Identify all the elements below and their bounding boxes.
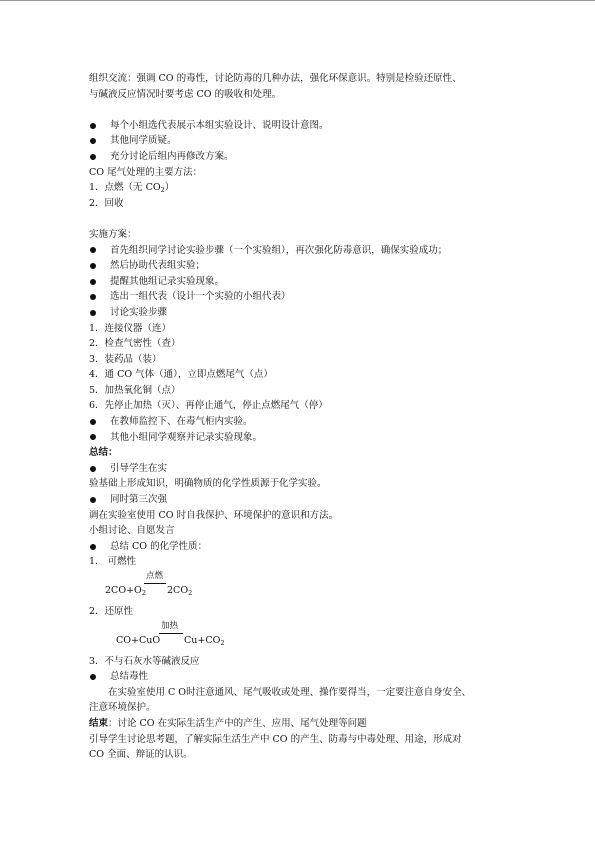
ending-heading bbox=[89, 716, 519, 732]
bullet-icon bbox=[90, 247, 96, 253]
spacer bbox=[89, 102, 519, 118]
list-item bbox=[89, 133, 519, 149]
list-item bbox=[89, 149, 519, 165]
list-item bbox=[89, 492, 519, 508]
ending-line-3: CO 全面、辩证的认识。 bbox=[89, 749, 193, 761]
tail-gas-item-1-text: 1．点燃（无 CO bbox=[89, 182, 161, 194]
list-item-text: 其他小组同学观察并记录实验现象。 bbox=[110, 431, 263, 443]
bullet-icon bbox=[90, 263, 96, 269]
summary-line-3: 小组讨论、自愿发言 bbox=[89, 525, 175, 537]
toxicity-paragraph-line-1: 在实验室使用 C O时注意通风、尾气吸收或处理、操作要得当，一定要注意自身安全、 bbox=[108, 686, 472, 698]
list-item-text: 其他同学质疑。 bbox=[110, 135, 177, 147]
equation-condition: 点燃 bbox=[146, 571, 164, 581]
summary-title: 总结： bbox=[89, 447, 118, 459]
property-3: 3．不与石灰水等碱液反应 bbox=[89, 655, 200, 667]
equation-products-text: 2CO bbox=[167, 585, 189, 596]
list-item-text: 提醒其他组记录实验现象。 bbox=[110, 275, 225, 287]
tail-gas-item-1 bbox=[89, 180, 519, 196]
bullet-icon bbox=[90, 123, 96, 129]
list-item bbox=[89, 258, 519, 274]
tail-gas-title: CO 尾气处理的主要方法： bbox=[89, 166, 203, 178]
equation-reduction bbox=[89, 620, 519, 650]
ending-text: ：讨论 CO 在实际生活生产中的产生、应用、尾气处理等问题 bbox=[108, 717, 367, 729]
equation-reactants bbox=[105, 583, 146, 599]
bullet-icon bbox=[90, 279, 96, 285]
list-item bbox=[89, 669, 519, 685]
step-item: 3．装药品（装） bbox=[89, 353, 162, 365]
property-2: 2．还原性 bbox=[89, 606, 134, 617]
list-item-text: 总结 CO 的化学性质： bbox=[110, 540, 208, 552]
list-item-text: 在教师监控下、在毒气柜内实验。 bbox=[110, 416, 253, 428]
bullet-icon bbox=[90, 138, 96, 144]
list-item-text: 讨论实验步骤 bbox=[110, 306, 168, 318]
equation-reactants-text: 2CO+O bbox=[105, 585, 142, 596]
step-item: 6．先停止加热（灭）、再停止通气，停止点燃尾气（停） bbox=[89, 400, 328, 412]
equation-combustion bbox=[89, 570, 519, 600]
list-item-text: 选出一组代表（设计一个实验的小组代表） bbox=[110, 291, 291, 303]
summary-line-1: 验基础上形成知识，明确物质的化学性质源于化学实验。 bbox=[89, 478, 327, 490]
ending-line-2: 引导学生讨论思考题，了解实际生活生产中 CO 的产生、防毒与中毒处理、用途，形成对 bbox=[89, 733, 462, 745]
list-item bbox=[89, 461, 519, 477]
step-item: 2．检查气密性（查） bbox=[89, 338, 181, 350]
equation-products bbox=[167, 583, 192, 599]
list-item-text: 然后协助代表组实验； bbox=[110, 260, 206, 272]
bullet-icon bbox=[90, 497, 96, 503]
step-item: 4．通 CO 气体（通），立即点燃尾气（点） bbox=[89, 369, 273, 381]
intro-line-2: 与碱液反应情况时要考虑 CO 的吸收和处理。 bbox=[89, 88, 282, 100]
header-rule bbox=[0, 0, 595, 1]
intro-line-1: 组织交流：强调 CO 的毒性，讨论防毒的几种办法，强化环保意识。特别是检验还原性、 bbox=[89, 73, 462, 84]
tail-gas-item-2: 2．回收 bbox=[89, 197, 124, 209]
ending-label: 结束 bbox=[89, 717, 109, 729]
list-item bbox=[89, 274, 519, 290]
list-item bbox=[89, 414, 519, 430]
document-body bbox=[89, 71, 519, 763]
list-item-text: 充分讨论后组内再修改方案。 bbox=[110, 150, 234, 162]
bullet-icon bbox=[90, 294, 96, 300]
list-item bbox=[89, 539, 519, 555]
step-item: 5．加热氧化铜（点） bbox=[89, 384, 181, 396]
subscript: 2 bbox=[188, 589, 193, 597]
subscript: 2 bbox=[141, 589, 146, 597]
list-item-text: 引导学生在实 bbox=[110, 462, 168, 474]
equation-reactants: CO+CuO bbox=[116, 634, 161, 646]
equation-products-text: Cu+CO bbox=[184, 634, 221, 646]
spacer bbox=[89, 211, 519, 227]
subscript: 2 bbox=[160, 186, 165, 195]
bullet-icon bbox=[90, 674, 96, 680]
list-item bbox=[89, 289, 519, 305]
plan-title: 实施方案： bbox=[89, 228, 137, 240]
bullet-icon bbox=[90, 544, 96, 550]
list-item-text: 每个小组选代表展示本组实验设计、说明设计意图。 bbox=[110, 119, 329, 131]
equation-arrow bbox=[159, 633, 183, 634]
list-item-text: 同时第三次强 bbox=[110, 494, 168, 506]
bullet-icon bbox=[90, 310, 96, 316]
equation-products bbox=[184, 633, 225, 649]
summary-line-2: 调在实验室使用 CO 时自我保护、环境保护的意识和方法。 bbox=[89, 509, 339, 521]
bullet-icon bbox=[90, 419, 96, 425]
list-item bbox=[89, 305, 519, 321]
tail-gas-item-1-suffix: ） bbox=[164, 182, 175, 194]
bullet-icon bbox=[90, 466, 96, 472]
list-item-text: 总结毒性 bbox=[110, 671, 149, 683]
toxicity-paragraph-line-2: 注意环境保护。 bbox=[89, 702, 156, 714]
list-item bbox=[89, 430, 519, 446]
bullet-icon bbox=[90, 154, 96, 160]
list-item-text: 首先组织同学讨论实验步骤（一个实验组），再次强化防毒意识，确保实验成功； bbox=[110, 244, 448, 256]
list-item bbox=[89, 243, 519, 259]
step-item: 1．连接仪器（连） bbox=[89, 322, 172, 334]
equation-arrow bbox=[144, 583, 166, 584]
equation-condition: 加热 bbox=[161, 620, 179, 631]
bullet-icon bbox=[90, 434, 96, 440]
list-item bbox=[89, 118, 519, 134]
property-1: 1． 可燃性 bbox=[89, 556, 137, 568]
subscript: 2 bbox=[220, 638, 225, 647]
